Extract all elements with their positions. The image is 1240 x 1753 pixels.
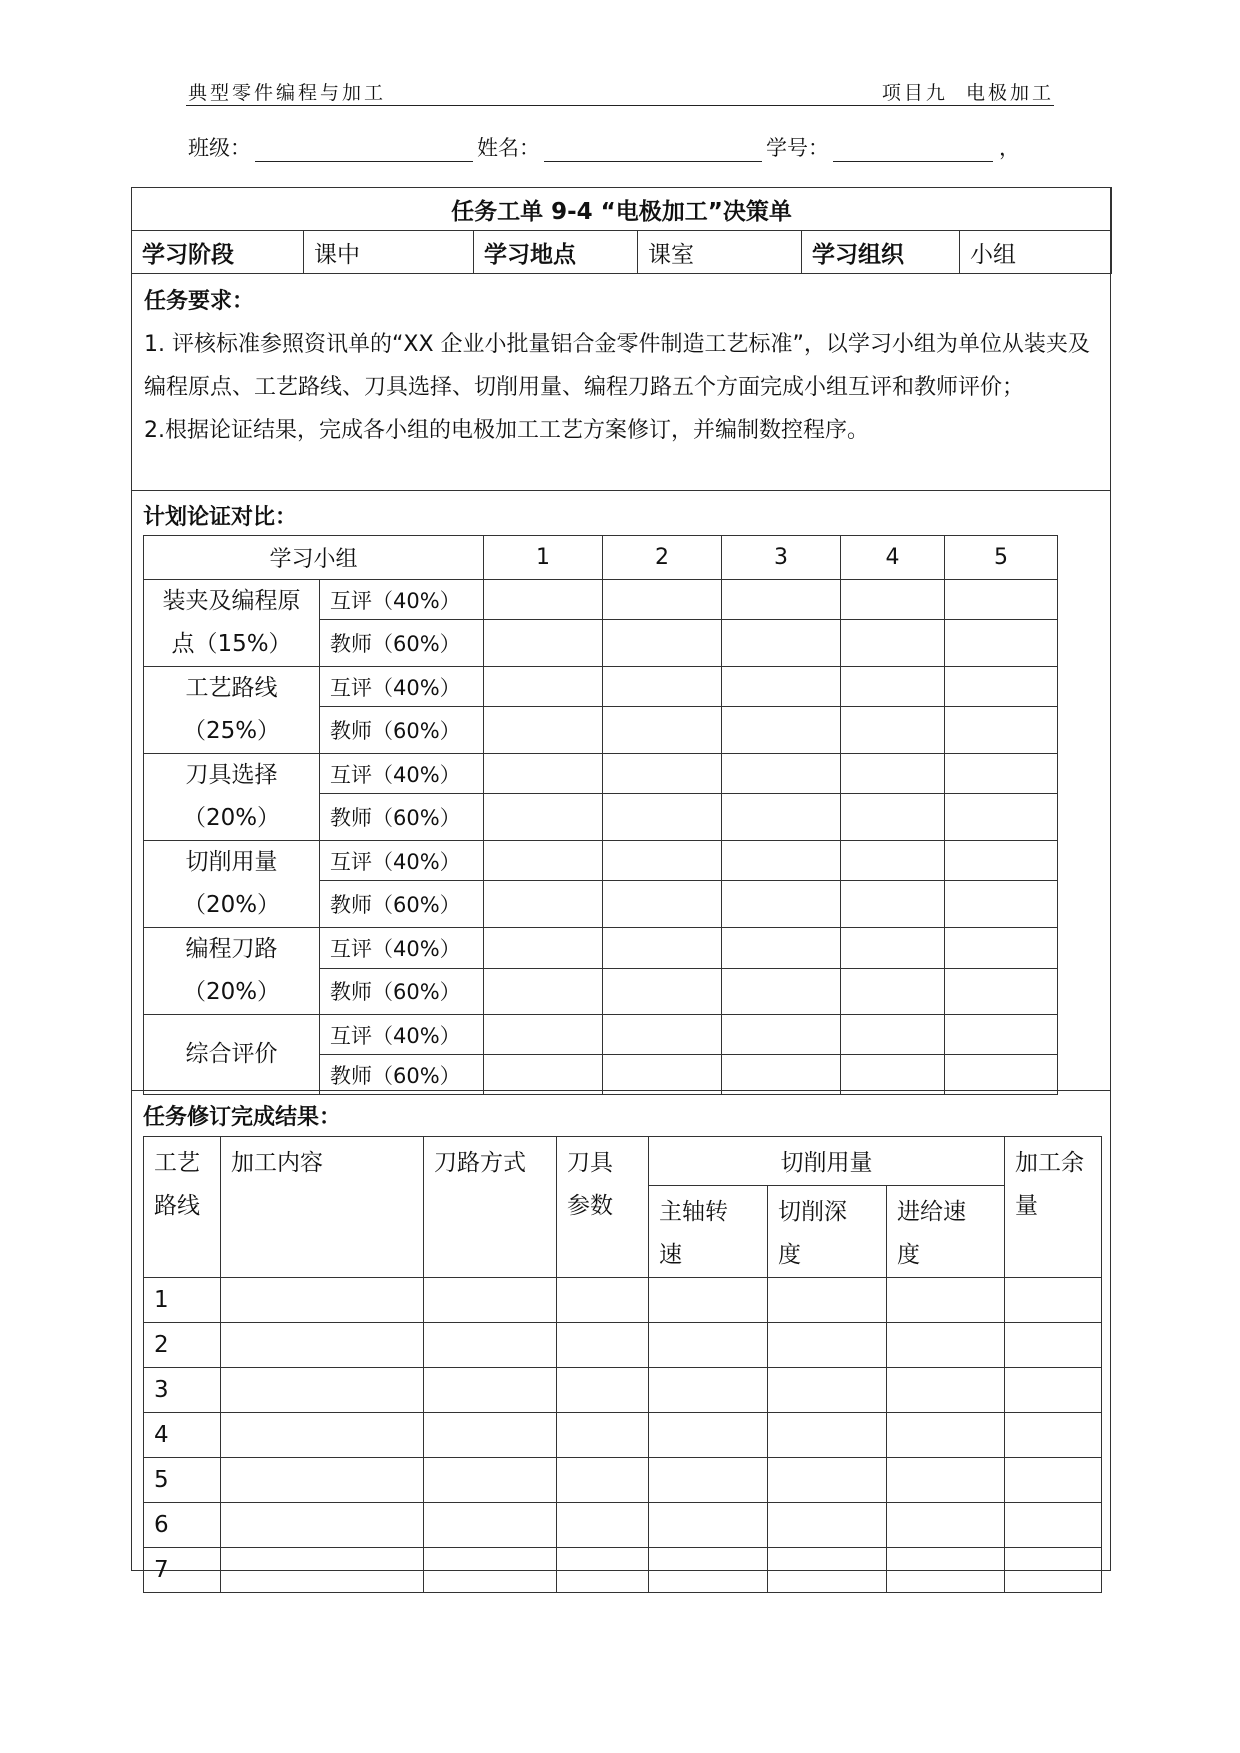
score-cell[interactable]	[603, 754, 722, 794]
score-cell[interactable]	[945, 620, 1058, 667]
score-cell[interactable]	[722, 1055, 841, 1095]
place-value: 课室	[638, 231, 802, 274]
category-cell: 刀具选择 （20%）	[144, 754, 320, 841]
score-cell[interactable]	[603, 841, 722, 881]
score-cell[interactable]	[945, 667, 1058, 707]
score-cell[interactable]	[722, 620, 841, 667]
name-label: 姓名：	[477, 136, 540, 160]
col-allowance: 加工余 量	[1005, 1137, 1102, 1278]
stage-value: 课中	[304, 231, 474, 274]
result-cell[interactable]	[221, 1368, 424, 1413]
score-cell[interactable]	[841, 620, 945, 667]
score-cell[interactable]	[722, 841, 841, 881]
result-cell[interactable]	[1005, 1323, 1102, 1368]
teacher-review-label: 教师（60%）	[320, 881, 484, 928]
group-2: 2	[603, 536, 722, 580]
group-3: 3	[722, 536, 841, 580]
score-cell[interactable]	[603, 881, 722, 928]
score-cell[interactable]	[841, 754, 945, 794]
category-cell: 工艺路线 （25%）	[144, 667, 320, 754]
result-cell[interactable]	[557, 1323, 649, 1368]
peer-review-label: 互评（40%）	[320, 580, 484, 620]
result-cell[interactable]	[1005, 1458, 1102, 1503]
peer-review-label: 互评（40%）	[320, 754, 484, 794]
score-cell[interactable]	[484, 841, 603, 881]
peer-review-label: 互评（40%）	[320, 928, 484, 969]
comparison-table	[143, 535, 1058, 1095]
score-cell[interactable]	[722, 580, 841, 620]
result-cell[interactable]	[1005, 1548, 1102, 1593]
result-cell[interactable]	[768, 1503, 887, 1548]
score-cell[interactable]	[484, 580, 603, 620]
task-requirements	[131, 274, 1111, 490]
result-cell[interactable]	[649, 1278, 768, 1323]
result-cell[interactable]	[424, 1413, 557, 1458]
score-cell[interactable]	[841, 841, 945, 881]
score-cell[interactable]	[841, 968, 945, 1014]
score-cell[interactable]	[603, 620, 722, 667]
group-header: 学习小组	[144, 536, 484, 580]
score-cell[interactable]	[945, 1015, 1058, 1055]
category-cell: 编程刀路 （20%）	[144, 928, 320, 1015]
result-cell[interactable]	[887, 1503, 1005, 1548]
results-label: 任务修订完成结果：	[143, 1105, 342, 1130]
result-cell[interactable]	[887, 1278, 1005, 1323]
score-cell[interactable]	[841, 667, 945, 707]
score-cell[interactable]	[722, 754, 841, 794]
result-cell[interactable]	[768, 1548, 887, 1593]
col-spindle: 主轴转 速	[649, 1186, 768, 1278]
col-path: 刀路方式	[424, 1137, 557, 1278]
row-number: 2	[144, 1323, 221, 1368]
score-cell[interactable]	[722, 794, 841, 841]
result-cell[interactable]	[557, 1548, 649, 1593]
score-cell[interactable]	[945, 707, 1058, 754]
score-cell[interactable]	[603, 928, 722, 969]
teacher-review-label: 教师（60%）	[320, 1055, 484, 1095]
score-cell[interactable]	[841, 881, 945, 928]
score-cell[interactable]	[945, 968, 1058, 1014]
student-info-line	[188, 132, 1020, 162]
result-cell[interactable]	[424, 1368, 557, 1413]
group-4: 4	[841, 536, 945, 580]
score-cell[interactable]	[841, 1055, 945, 1095]
header-rule	[186, 105, 1054, 106]
worksheet-header-table	[131, 187, 1112, 274]
score-cell[interactable]	[945, 928, 1058, 969]
place-label: 学习地点	[474, 231, 638, 274]
score-cell[interactable]	[722, 968, 841, 1014]
result-cell[interactable]	[649, 1548, 768, 1593]
result-cell[interactable]	[424, 1278, 557, 1323]
result-cell[interactable]	[649, 1368, 768, 1413]
score-cell[interactable]	[603, 667, 722, 707]
result-cell[interactable]	[221, 1548, 424, 1593]
result-cell[interactable]	[424, 1503, 557, 1548]
score-cell[interactable]	[484, 1015, 603, 1055]
score-cell[interactable]	[484, 1055, 603, 1095]
score-cell[interactable]	[841, 1015, 945, 1055]
teacher-review-label: 教师（60%）	[320, 707, 484, 754]
requirements-line-2: 2.根据论证结果，完成各小组的电极加工工艺方案修订，并编制数控程序。	[144, 418, 869, 443]
teacher-review-label: 教师（60%）	[320, 968, 484, 1014]
result-cell[interactable]	[768, 1368, 887, 1413]
col-cutting-params: 切削用量	[649, 1137, 1005, 1186]
stage-label: 学习阶段	[132, 231, 304, 274]
result-cell[interactable]	[424, 1458, 557, 1503]
score-cell[interactable]	[484, 707, 603, 754]
result-cell[interactable]	[768, 1458, 887, 1503]
score-cell[interactable]	[603, 1055, 722, 1095]
score-cell[interactable]	[603, 707, 722, 754]
score-cell[interactable]	[945, 754, 1058, 794]
score-cell[interactable]	[484, 968, 603, 1014]
result-cell[interactable]	[221, 1458, 424, 1503]
score-cell[interactable]	[603, 1015, 722, 1055]
header-left: 典型零件编程与加工	[188, 82, 387, 104]
result-cell[interactable]	[887, 1368, 1005, 1413]
result-cell[interactable]	[887, 1323, 1005, 1368]
peer-review-label: 互评（40%）	[320, 667, 484, 707]
score-cell[interactable]	[484, 667, 603, 707]
score-cell[interactable]	[841, 707, 945, 754]
score-cell[interactable]	[722, 1015, 841, 1055]
score-cell[interactable]	[484, 754, 603, 794]
score-cell[interactable]	[945, 580, 1058, 620]
score-cell[interactable]	[945, 794, 1058, 841]
score-cell[interactable]	[722, 881, 841, 928]
result-cell[interactable]	[424, 1323, 557, 1368]
col-tool: 刀具 参数	[557, 1137, 649, 1278]
result-cell[interactable]	[649, 1503, 768, 1548]
result-cell[interactable]	[887, 1458, 1005, 1503]
score-cell[interactable]	[841, 928, 945, 969]
result-cell[interactable]	[768, 1323, 887, 1368]
requirements-label: 任务要求：	[144, 289, 255, 314]
score-cell[interactable]	[603, 794, 722, 841]
result-cell[interactable]	[557, 1368, 649, 1413]
result-cell[interactable]	[221, 1278, 424, 1323]
result-cell[interactable]	[557, 1458, 649, 1503]
result-cell[interactable]	[1005, 1368, 1102, 1413]
row-number: 5	[144, 1458, 221, 1503]
student-id-field[interactable]	[833, 137, 993, 162]
org-label: 学习组织	[802, 231, 960, 274]
row-number: 3	[144, 1368, 221, 1413]
score-cell[interactable]	[722, 707, 841, 754]
score-cell[interactable]	[945, 881, 1058, 928]
teacher-review-label: 教师（60%）	[320, 620, 484, 667]
results-table	[143, 1136, 1102, 1593]
result-cell[interactable]	[1005, 1278, 1102, 1323]
category-cell-overall: 综合评价	[144, 1015, 320, 1095]
result-cell[interactable]	[887, 1548, 1005, 1593]
score-cell[interactable]	[841, 794, 945, 841]
col-feed: 进给速 度	[887, 1186, 1005, 1278]
score-cell[interactable]	[603, 580, 722, 620]
col-depth: 切削深 度	[768, 1186, 887, 1278]
score-cell[interactable]	[603, 968, 722, 1014]
score-cell[interactable]	[841, 580, 945, 620]
result-cell[interactable]	[557, 1503, 649, 1548]
score-cell[interactable]	[484, 620, 603, 667]
group-5: 5	[945, 536, 1058, 580]
result-cell[interactable]	[768, 1413, 887, 1458]
group-1: 1	[484, 536, 603, 580]
score-cell[interactable]	[722, 667, 841, 707]
result-cell[interactable]	[1005, 1413, 1102, 1458]
score-cell[interactable]	[484, 881, 603, 928]
org-value: 小组	[960, 231, 1112, 274]
name-field[interactable]	[544, 137, 762, 162]
teacher-review-label: 教师（60%）	[320, 794, 484, 841]
worksheet-title: 任务工单 9-4 “电极加工”决策单	[132, 188, 1112, 231]
row-number: 6	[144, 1503, 221, 1548]
result-cell[interactable]	[649, 1413, 768, 1458]
peer-review-label: 互评（40%）	[320, 1015, 484, 1055]
result-cell[interactable]	[557, 1413, 649, 1458]
result-cell[interactable]	[424, 1548, 557, 1593]
score-cell[interactable]	[722, 928, 841, 969]
col-route: 工艺 路线	[144, 1137, 221, 1278]
category-cell: 切削用量 （20%）	[144, 841, 320, 928]
requirements-line-1: 1. 评核标准参照资讯单的“XX 企业小批量铝合金零件制造工艺标准”，以学习小组为单位从装夹及编程原点、工艺路线、刀具选择、切削用量、编程刀路五个方面完成小组互评和教师评价；	[144, 332, 1090, 400]
result-cell[interactable]	[557, 1278, 649, 1323]
row-number: 4	[144, 1413, 221, 1458]
score-cell[interactable]	[945, 1055, 1058, 1095]
result-cell[interactable]	[221, 1323, 424, 1368]
peer-review-label: 互评（40%）	[320, 841, 484, 881]
class-label: 班级：	[188, 136, 251, 160]
id-label: 学号：	[766, 136, 829, 160]
result-cell[interactable]	[221, 1413, 424, 1458]
section-divider	[131, 490, 1111, 491]
section-divider	[131, 1090, 1111, 1091]
header-right: 项目九 电极加工	[881, 82, 1054, 104]
comparison-label: 计划论证对比：	[143, 505, 298, 530]
result-cell[interactable]	[649, 1323, 768, 1368]
row-number: 1	[144, 1278, 221, 1323]
trailing-comma: ，	[999, 136, 1020, 160]
result-cell[interactable]	[1005, 1503, 1102, 1548]
score-cell[interactable]	[484, 928, 603, 969]
class-field[interactable]	[255, 137, 473, 162]
result-cell[interactable]	[649, 1458, 768, 1503]
row-number: 7	[144, 1548, 221, 1593]
result-cell[interactable]	[768, 1278, 887, 1323]
category-cell: 装夹及编程原 点（15%）	[144, 580, 320, 667]
score-cell[interactable]	[484, 794, 603, 841]
result-cell[interactable]	[221, 1503, 424, 1548]
score-cell[interactable]	[945, 841, 1058, 881]
result-cell[interactable]	[887, 1413, 1005, 1458]
col-content: 加工内容	[221, 1137, 424, 1278]
